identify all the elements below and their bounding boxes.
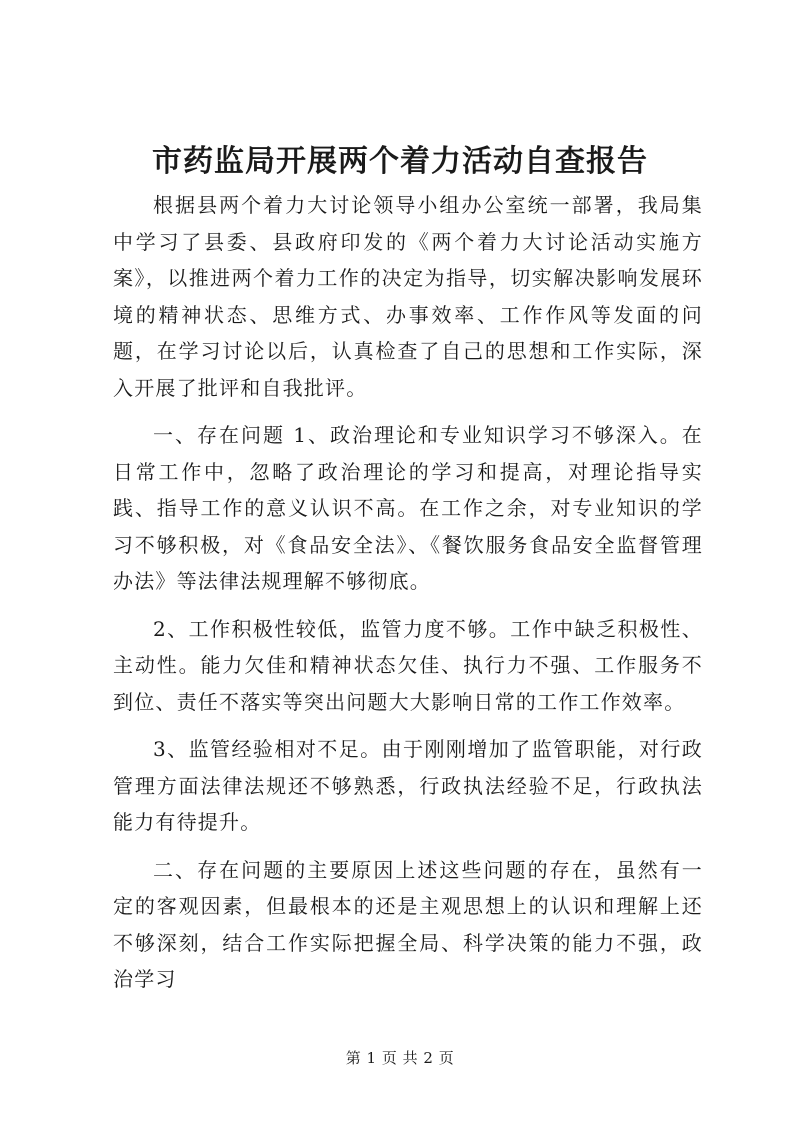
document-body <box>113 187 703 1009</box>
page-number-footer: 第 1 页 共 2 页 <box>345 1049 455 1067</box>
paragraph-causes: 二、存在问题的主要原因上述这些问题的存在，虽然有一定的客观因素，但最根本的还是主观思想上的认识和理解上还不够深刻，结合工作实际把握全局、科学决策的能力不强，政治学习 <box>113 857 703 991</box>
paragraph-intro: 根据县两个着力大讨论领导小组办公室统一部署，我局集中学习了县委、县政府印发的《两个着力大讨论活动实施方案》，以推进两个着力工作的决定为指导，切实解决影响发展环境的精神状态、思维方式、办事效率、工作作风等发面的问题，在学习讨论以后，认真检查了自己的思想和工作实际，深入开展了批评和自我批评。 <box>113 193 703 400</box>
document-title: 市药监局开展两个着力活动自查报告 <box>152 144 648 179</box>
paragraph-problem-1: 一、存在问题 1、政治理论和专业知识学习不够深入。在日常工作中，忽略了政治理论的学习和提高，对理论指导实践、指导工作的意义认识不高。在工作之余，对专业知识的学习不够积极，对《食品安全法》、《餐饮服务食品安全监督管理办法》等法律法规理解不够彻底。 <box>113 423 703 593</box>
paragraph-problem-3: 3、监管经验相对不足。由于刚刚增加了监管职能，对行政管理方面法律法规还不够熟悉，行政执法经验不足，行政执法能力有待提升。 <box>113 737 703 834</box>
paragraph-problem-2: 2、工作积极性较低，监管力度不够。工作中缺乏积极性、主动性。能力欠佳和精神状态欠佳、执行力不强、工作服务不到位、责任不落实等突出问题大大影响日常的工作工作效率。 <box>113 616 703 714</box>
